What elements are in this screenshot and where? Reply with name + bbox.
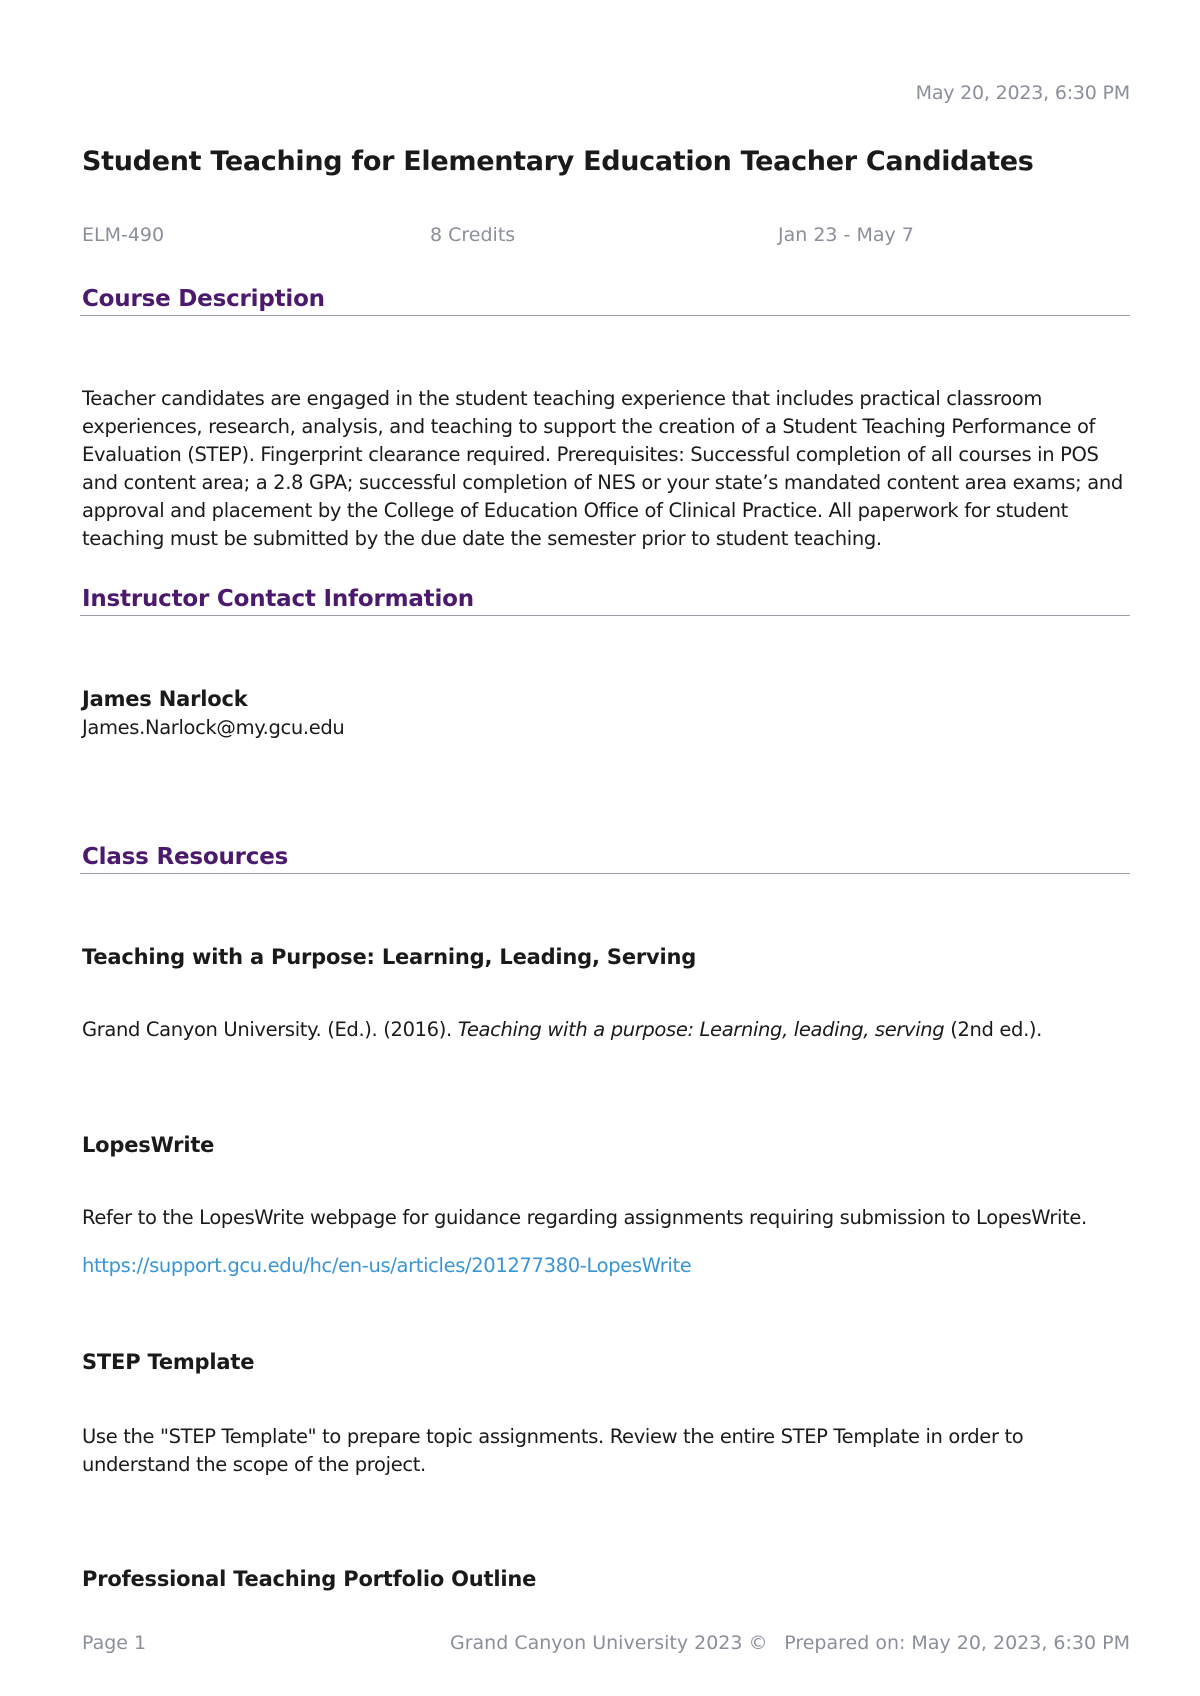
resource-title-lopeswrite: LopesWrite — [82, 1133, 215, 1157]
citation-author: Grand Canyon University. (Ed.). (2016). — [82, 1018, 458, 1041]
step-template-line: Use the "STEP Template" to prepare topic assignments. Review the entire STEP Template in order to — [82, 1425, 1024, 1448]
resource-title-portfolio-outline: Professional Teaching Portfolio Outline — [82, 1567, 537, 1591]
instructor-email: James.Narlock@my.gcu.edu — [82, 716, 345, 739]
description-line: and content area; a 2.8 GPA; successful completion of NES or your state’s mandated content area exams; and — [82, 471, 1123, 494]
description-line: experiences, research, analysis, and teaching to support the creation of a Student Teaching Performance of — [82, 415, 1096, 438]
resource-title-teaching-with-purpose: Teaching with a Purpose: Learning, Leading, Serving — [82, 945, 697, 969]
section-heading-course-description: Course Description — [80, 286, 1130, 316]
resource-title-step-template: STEP Template — [82, 1350, 255, 1374]
lopeswrite-description: Refer to the LopesWrite webpage for guidance regarding assignments requiring submission to LopesWrite. — [82, 1206, 1087, 1229]
citation-edition: (2nd ed.). — [944, 1018, 1043, 1041]
resource-citation — [82, 1018, 1042, 1041]
page-title: Student Teaching for Elementary Education Teacher Candidates — [82, 146, 1034, 177]
course-code: ELM-490 — [82, 224, 165, 246]
course-credits: 8 Credits — [430, 224, 516, 246]
description-line: teaching must be submitted by the due date the semester prior to student teaching. — [82, 527, 882, 550]
description-line: Teacher candidates are engaged in the student teaching experience that includes practical classroom — [82, 387, 1043, 410]
course-dates: Jan 23 - May 7 — [778, 224, 914, 246]
lopeswrite-link[interactable]: https://support.gcu.edu/hc/en-us/articles/201277380-LopesWrite — [82, 1254, 692, 1277]
footer-prepared-date: Prepared on: May 20, 2023, 6:30 PM — [784, 1632, 1130, 1654]
instructor-name: James Narlock — [82, 687, 248, 711]
print-timestamp: May 20, 2023, 6:30 PM — [915, 82, 1130, 104]
footer-copyright: Grand Canyon University 2023 © — [450, 1632, 768, 1654]
citation-book-title: Teaching with a purpose: Learning, leading, serving — [457, 1018, 945, 1041]
description-line: approval and placement by the College of Education Office of Clinical Practice. All paperwork for student — [82, 499, 1068, 522]
description-line: Evaluation (STEP). Fingerprint clearance required. Prerequisites: Successful completion of all courses in POS — [82, 443, 1099, 466]
step-template-line: understand the scope of the project. — [82, 1453, 426, 1476]
section-heading-class-resources: Class Resources — [80, 844, 1130, 874]
section-heading-instructor-contact: Instructor Contact Information — [80, 586, 1130, 616]
page-number: Page 1 — [82, 1632, 147, 1654]
